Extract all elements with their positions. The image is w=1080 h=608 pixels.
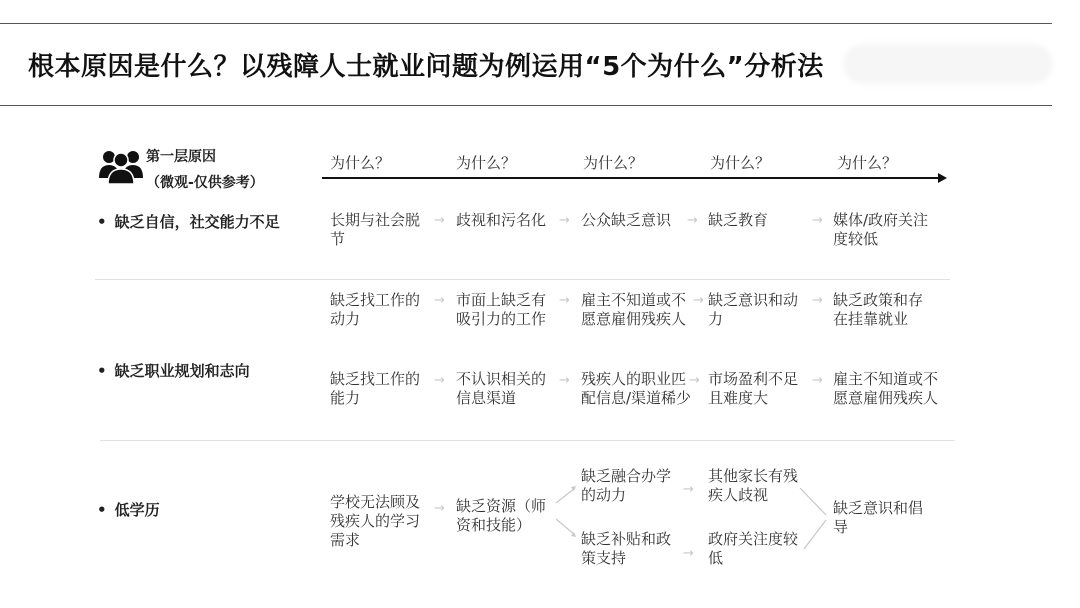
blurred-logo (843, 44, 1053, 84)
arrow-icon: → (812, 213, 823, 228)
row-divider (95, 279, 950, 280)
row-label-text: 缺乏自信，社交能力不足 (114, 213, 280, 231)
page-title: 根本原因是什么？以残障人士就业问题为例运用“5个为什么”分析法 (28, 52, 824, 82)
arrow-icon: → (683, 482, 694, 497)
arrow-icon: → (434, 373, 445, 388)
row-label-text: 缺乏职业规划和志向 (114, 362, 250, 380)
cell-r2b-c3: 残疾人的职业匹配信息/渠道稀少 (581, 370, 692, 407)
row-label-education (97, 499, 160, 520)
arrow-icon: → (559, 293, 570, 308)
arrow-icon: → (559, 213, 570, 228)
arrow-icon: → (683, 546, 694, 561)
arrow-icon: → (434, 501, 445, 516)
arrow-icon: → (812, 373, 823, 388)
row-label-confidence (97, 211, 280, 232)
legend-title: 第一层原因 (146, 149, 216, 165)
cell-r2b-c4: 市场盈利不足且难度大 (708, 370, 799, 407)
cell-r2b-c2: 不认识相关的信息渠道 (456, 370, 547, 407)
cell-r1-c4: 缺乏教育 (708, 211, 769, 229)
why-axis-arrowhead (938, 173, 947, 183)
cell-r2b-c5: 雇主不知道或不愿意雇佣残疾人 (833, 370, 939, 407)
why-header-1: 为什么？ (330, 154, 391, 172)
cell-r1-c1: 长期与社会脱节 (330, 211, 421, 248)
header-top-rule (0, 23, 1052, 24)
cell-r2a-c3: 雇主不知道或不愿意雇佣残疾人 (581, 291, 687, 328)
arrow-icon: → (693, 293, 704, 308)
why-axis-line (322, 177, 942, 179)
cell-r1-c2: 歧视和污名化 (456, 211, 547, 229)
why-header-4: 为什么？ (710, 154, 771, 172)
cell-r2a-c2: 市面上缺乏有吸引力的工作 (456, 291, 547, 328)
row-label-career (97, 360, 250, 381)
cell-r3-c3a: 缺乏融合办学的动力 (581, 467, 672, 504)
arrow-icon: → (689, 373, 700, 388)
why-header-2: 为什么？ (456, 154, 517, 172)
bullet: • (97, 213, 107, 231)
bullet: • (97, 362, 107, 380)
arrow-icon: → (559, 373, 570, 388)
why-header-3: 为什么？ (583, 154, 644, 172)
arrow-icon: → (812, 293, 823, 308)
people-icon (98, 148, 144, 184)
cell-r1-c3: 公众缺乏意识 (581, 211, 672, 229)
cell-r3-c3b: 缺乏补贴和政策支持 (581, 530, 672, 567)
cell-r2a-c4: 缺乏意识和动力 (708, 291, 799, 328)
bullet: • (97, 501, 107, 519)
arrow-icon: → (434, 293, 445, 308)
cell-r2b-c1: 缺乏找工作的能力 (330, 370, 421, 407)
legend-subtitle: （微观-仅供参考） (146, 175, 264, 191)
why-header-5: 为什么？ (837, 154, 898, 172)
row-label-text: 低学历 (114, 501, 160, 519)
cell-r3-c1: 学校无法顾及残疾人的学习需求 (330, 493, 421, 549)
cell-r3-c4a: 其他家长有残疾人歧视 (708, 467, 799, 504)
arrow-icon: → (434, 213, 445, 228)
cell-r3-c4b: 政府关注度较低 (708, 530, 799, 567)
header-bottom-rule (0, 105, 1052, 106)
arrow-icon: → (687, 213, 698, 228)
cell-r1-c5: 媒体/政府关注度较低 (833, 211, 929, 248)
row-divider (100, 440, 955, 441)
cell-r2a-c1: 缺乏找工作的动力 (330, 291, 421, 328)
cell-r3-c2: 缺乏资源（师资和技能） (456, 497, 547, 534)
cell-r3-c5: 缺乏意识和倡导 (833, 499, 924, 536)
cell-r2a-c5: 缺乏政策和存在挂靠就业 (833, 291, 924, 328)
